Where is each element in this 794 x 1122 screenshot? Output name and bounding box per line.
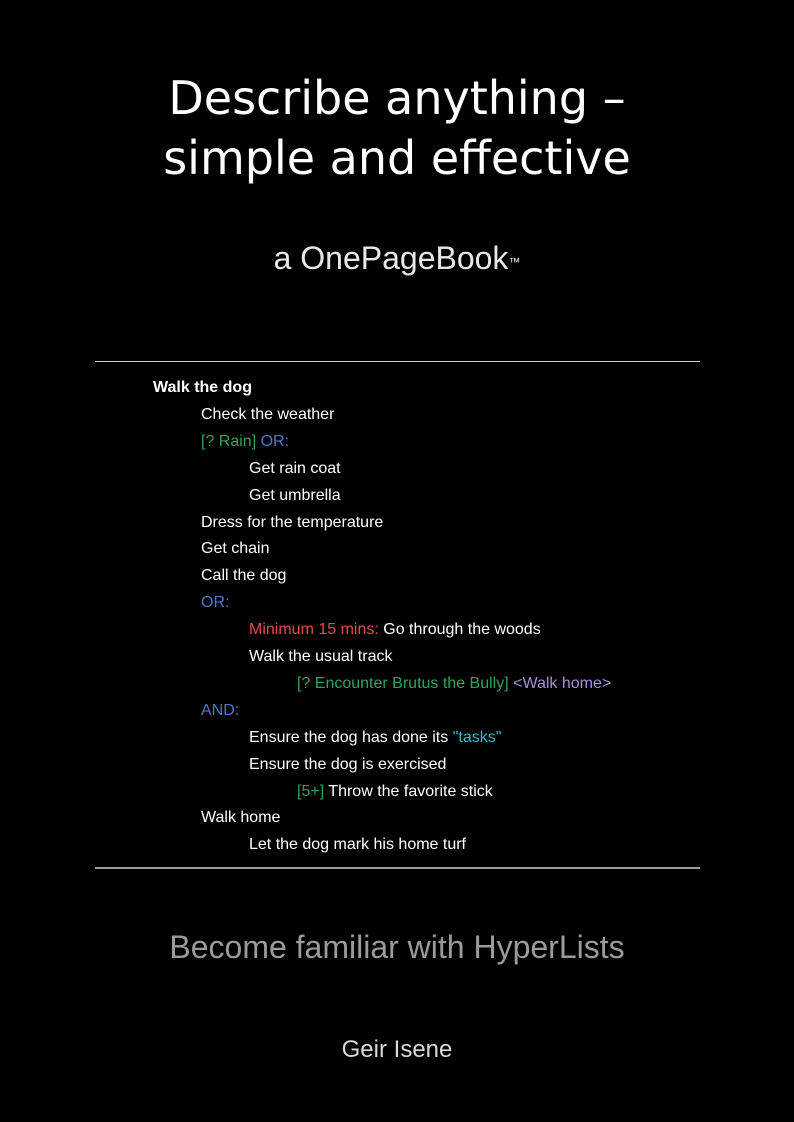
hyperlist-item xyxy=(201,428,289,455)
hyperlist-item xyxy=(249,455,341,482)
hyperlist-item xyxy=(201,562,286,589)
author-name: Geir Isene xyxy=(341,1036,453,1063)
subtitle xyxy=(0,238,794,278)
hyperlist-segment-ref: <Walk home> xyxy=(508,674,612,692)
hyperlist-segment-plain: Let the dog mark his home turf xyxy=(249,836,466,854)
hyperlist-segment-op: OR: xyxy=(201,594,230,612)
hyperlist-item xyxy=(249,616,541,643)
hyperlist-item xyxy=(201,509,383,536)
hyperlist-item xyxy=(297,670,611,697)
hyperlist-segment-plain: Get umbrella xyxy=(249,486,341,504)
subtitle-pagebook: PageBook xyxy=(360,240,509,276)
hyperlist-segment-plain: Throw the favorite stick xyxy=(324,782,493,800)
top-divider xyxy=(95,361,700,362)
hyperlist-item xyxy=(249,643,392,670)
hyperlist-item xyxy=(201,697,239,724)
hyperlist-segment-plain: Walk home xyxy=(201,809,281,827)
subtitle-prefix: a xyxy=(273,240,301,276)
hyperlist-segment-plain: Get chain xyxy=(201,540,270,558)
hyperlist-segment-plain: Ensure the dog has done its xyxy=(249,728,453,746)
hyperlist-segment-plain: Check the weather xyxy=(201,405,335,423)
hyperlist-segment-cond: [? Rain] xyxy=(201,432,257,450)
hyperlist-segment-plain: Go through the woods xyxy=(378,621,541,639)
hyperlist-item xyxy=(201,401,334,428)
hyperlist-item xyxy=(249,831,466,858)
hyperlist-segment-qual: Minimum 15 mins: xyxy=(249,621,379,639)
bottom-divider xyxy=(95,867,700,869)
title-line-1: Describe anything – xyxy=(168,71,626,125)
hyperlist-segment-plain: Dress for the temperature xyxy=(201,513,384,531)
hyperlist-item xyxy=(297,778,493,805)
hyperlist-segment-plain: Walk the dog xyxy=(153,379,252,396)
hyperlist-item xyxy=(201,589,229,616)
hyperlist-segment-plain: Ensure the dog is exercised xyxy=(249,755,447,773)
hyperlist-segment-plain: Walk the usual track xyxy=(249,648,393,665)
subtitle-one: One xyxy=(300,240,361,276)
hyperlist-item xyxy=(201,804,280,831)
hyperlist-segment-cond: [? Encounter Brutus the Bully] xyxy=(297,674,509,692)
hyperlist-item xyxy=(153,374,252,401)
hyperlist-segment-op: AND: xyxy=(201,701,240,719)
hyperlist-item xyxy=(249,724,501,751)
cover-title xyxy=(0,68,794,188)
tagline: Become familiar with HyperLists xyxy=(169,929,625,965)
trademark-symbol: ™ xyxy=(508,255,521,269)
hyperlist-segment-op: OR: xyxy=(256,432,290,450)
hyperlist-item xyxy=(249,482,341,509)
hyperlist-segment-plain: Call the dog xyxy=(201,567,287,585)
title-line-2: simple and effective xyxy=(163,131,631,185)
hyperlist-item xyxy=(249,751,446,778)
hyperlist-segment-quote: "tasks" xyxy=(452,728,502,746)
hyperlist-item xyxy=(201,535,269,562)
hyperlist-segment-cond: [5+] xyxy=(297,782,325,800)
hyperlist-segment-plain: Get rain coat xyxy=(249,459,341,477)
